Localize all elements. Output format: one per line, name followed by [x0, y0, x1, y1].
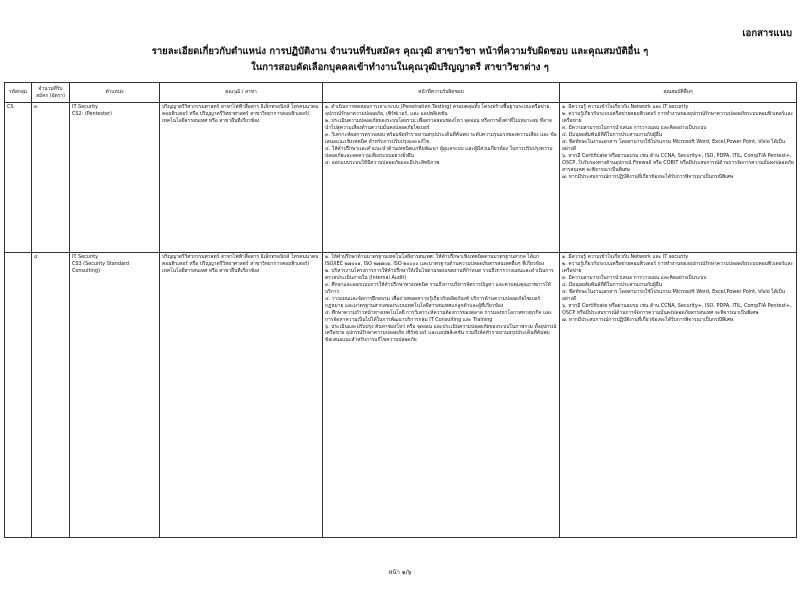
- column-header-other: คุณสมบัติอื่นๆ: [560, 83, 797, 103]
- table-row: [5, 103, 797, 253]
- cell-position: [70, 103, 160, 253]
- other-item: ๓. มีความสามารถในการนำเสนอ การวางแผน และคิดอย่างเป็นระบบ: [562, 124, 707, 131]
- cell-count: ๔: [32, 253, 70, 538]
- column-header-qualification: คุณวุฒิ / สาขา: [160, 83, 323, 103]
- cell-group: [5, 253, 32, 538]
- duty-item: ๕. ออกแบบระบบให้มีความปลอดภัยและมีประสิทธิภาพ: [325, 159, 440, 166]
- position-line: CS2: (Pentester): [72, 110, 112, 117]
- column-header-duties: หน้าที่ความรับผิดชอบ: [323, 83, 560, 103]
- cell-qualification: ปริญญาตรีวิศวกรรมศาสตร์ สาขาไฟฟ้าสื่อสาร อิเล็กทรอนิกส์ โทรคมนาคม คอมพิวเตอร์ หรือ ปริญญาตรีวิทยาศาสตร์ สาขาวิทยาการคอมพิวเตอร์/เทคโนโลยีสารสนเทศ หรือ สาขาอื่นที่เกี่ยวข้อง: [160, 253, 323, 538]
- duty-item: ๓. วิเคราะห์ผลการตรวจสอบ พร้อมจัดทำรายงานสรุปประเด็นที่ค้นพบ ระดับความรุนแรงของความเสี่ยง และ ข้อเสนอแนะเชิงเทคนิค สำหรับการปรับปรุงและแก้ไข: [325, 131, 557, 145]
- other-item: ๑. มีความรู้ ความเข้าใจเกี่ยวกับ Network และ IT security: [562, 104, 689, 110]
- document-title: รายละเอียดเกี่ยวกับตำแหน่ง การปฏิบัติงาน จำนวนที่รับสมัคร คุณวุฒิ สาขาวิชา หน้าที่ความรับผิดชอบ และคุณสมบัติอื่น ๆ: [151, 46, 649, 57]
- duty-item: ๒. บริหารงานโครงการการให้คำปรึกษาให้เป็นไปตามขอบเขตงานที่กำหนด รวมถึงการวางแผนและดำเนินการตรวจประเมินภายใน (Internal Audit): [325, 267, 554, 281]
- other-item: ๓. มีความสามารถในการนำเสนอ การวางแผน และคิดอย่างเป็นระบบ: [562, 274, 707, 281]
- cell-position: [70, 253, 160, 538]
- annex-label: เอกสารแนบ: [742, 28, 792, 39]
- other-item: ๒. ความรู้เกี่ยวกับระบบเครือข่ายคอมพิวเตอร์ การทำงานของอุปกรณ์รักษาความปลอดภัยระบบคอมพิวเตอร์และเครือข่าย: [562, 110, 794, 124]
- other-item: ๒. ความรู้เกี่ยวกับระบบเครือข่ายคอมพิวเตอร์ การทำงานของอุปกรณ์รักษาความปลอดภัยระบบคอมพิวเตอร์และเครือข่าย: [562, 260, 794, 274]
- cell-qualification: ปริญญาตรีวิศวกรรมศาสตร์ สาขาไฟฟ้าสื่อสาร อิเล็กทรอนิกส์ โทรคมนาคม คอมพิวเตอร์ หรือ ปริญญาตรีวิทยาศาสตร์ สาขาวิทยาการคอมพิวเตอร์/เทคโนโลยีสารสนเทศ หรือ สาขาอื่นที่เกี่ยวข้อง: [160, 103, 323, 253]
- positions-table: [4, 82, 797, 538]
- column-header-position: ตำแหน่ง: [70, 83, 160, 103]
- table-row: [5, 253, 797, 538]
- other-item: ๗. หากมีประสบการณ์การปฏิบัติงานที่เกี่ยวข้องจะได้รับการพิจารณาเป็นกรณีพิเศษ: [562, 173, 734, 180]
- cell-other: [560, 103, 797, 253]
- cell-duties: [323, 253, 560, 538]
- other-item: ๕. ขีดทักษะในงานเอกสาร โดยสามารถใช้โปรแกรม Microsoft Word, Excel,Power Point, Visio ได้เป็นอย่างดี: [562, 138, 785, 152]
- duty-item: ๖. ประเมินและปรับปรุง ค้นหาช่องโหว่ หรือ จุดอ่อน และประเมินความปลอดภัยของระบบในภาพรวม ทั้งอุปกรณ์เครือข่าย อุปกรณ์รักษาความปลอดภัย เซิร์ฟเวอร์ และแอปพลิเคชัน รวมถึงจัดทำรายงานสรุปประเด็นที่ค้นพบ ข้อเสนอแนะสำหรับการแก้ไขความปลอดภัย: [325, 323, 557, 344]
- other-item: ๖. หากมี Certificate หรือผ่านอบรม เช่น ด้าน CCNA, Security+, ISO, PDPA, ITIL, CompTIA Pentest+, OSCP, ใบรับรองทางด้านอุปกรณ์ Firewall หรือ COBIT หรือมีประสบการณ์ด้านการจัดการความมั่นคงปลอดภัยสารสนเทศ จะพิจารณาเป็นพิเศษ: [562, 152, 794, 173]
- other-item: ๗. หากมีประสบการณ์การปฏิบัติงานที่เกี่ยวข้องจะได้รับการพิจารณาเป็นกรณีพิเศษ: [562, 316, 734, 323]
- duty-item: ๓. ศึกษาและออกแบบการให้คำปรึกษาทางเทคนิค รวมถึงการบริหารจัดการปัญหา และควบคุมคุณภาพการให้บริการ: [325, 281, 551, 295]
- duty-item: ๔. วางแผนและจัดการฝึกอบรม เพื่อถ่ายทอดความรู้เกี่ยวกับผลิตภัณฑ์ บริการด้านความปลอดภัยไซเบอร์ กฎหมาย และมาตรฐานสากลของระบบเทคโนโลยีสารสนเทศแก่ลูกค้าและผู้ที่เกี่ยวข้อง: [325, 295, 541, 309]
- other-item: ๕. ขีดทักษะในงานเอกสาร โดยสามารถใช้โปรแกรม Microsoft Word, Excel,Power Point, Visio ได้เป็นอย่างดี: [562, 288, 785, 302]
- document-subtitle: ในการสอบคัดเลือกบุคคลเข้าทำงานในคุณวุฒิปริญญาตรี สาขาวิชาต่าง ๆ: [251, 62, 549, 73]
- position-line: IT Security: [72, 254, 99, 260]
- table-header-row: [5, 83, 797, 103]
- column-header-group: รหัสกลุ่ม: [5, 83, 32, 103]
- cell-count: ๓: [32, 103, 70, 253]
- duty-item: ๑. ดำเนินการทดสอบการเจาะระบบ (Penetration Testing) ครอบคลุมทั้ง โครงสร้างพื้นฐานระบบเครือข่าย, อุปกรณ์รักษาความปลอดภัย, เซิร์ฟเวอร์, และ แอปพลิเคชัน: [325, 104, 551, 117]
- cell-duties: [323, 103, 560, 253]
- page-number: หน้า ๑/๖: [388, 569, 412, 576]
- cell-other: [560, 253, 797, 538]
- cell-group: CS: [5, 103, 32, 253]
- other-item: ๔. มีมนุษยสัมพันธ์ที่ดีในการประสานงานกับผู้อื่น: [562, 131, 663, 138]
- position-line: IT Security: [72, 104, 99, 110]
- duty-item: ๒. ประเมินความปลอดภัยของระบบโดยรวม เพื่อตรวจสอบช่องโหว่ จุดอ่อน หรือการตั้งค่าที่ไม่เหมาะสม ที่อาจนำไปสู่ความเสี่ยงด้านความมั่นคงปลอดภัยไซเบอร์: [325, 117, 552, 131]
- duty-item: ๔. ให้คำปรึกษาและคำแนะนำด้านเทคนิคแก่ทีมพัฒนา ผู้ดูแลระบบ และผู้มีส่วนเกี่ยวข้อง ในการปรับปรุงความปลอดภัยและลดความเสี่ยงระบบอย่างยั่งยืน: [325, 145, 553, 159]
- column-header-count: จำนวนที่รับสมัคร (อัตรา): [32, 83, 70, 103]
- other-item: ๔. มีมนุษยสัมพันธ์ที่ดีในการประสานงานกับผู้อื่น: [562, 281, 663, 288]
- duty-item: ๑. ให้คำปรึกษาด้านมาตรฐานเทคโนโลยีสารสนเทศ: ให้คำปรึกษาเชิงเทคนิคตามมาตรฐานสากล ได้แก่ ISO/IEC ๒๗๐๐๑, ISO ๒๗๗๐๑, ISO ๒๐๐๐๐ และมาตรฐานด้านความปลอดภัยสารสนเทศอื่นๆ ที่เกี่ยวข้อง: [325, 254, 545, 267]
- other-item: ๖. หากมี Certificate หรือผ่านอบรม เช่น ด้าน CCNA, Security+, ISO, PDPA, ITIL, CompTIA Pentest+, OSCP หรือมีประสบการณ์ด้านการจัดการความมั่นคงปลอดภัยสารสนเทศ จะพิจารณาเป็นพิเศษ: [562, 302, 792, 316]
- duty-item: ๕. ศึกษาความก้าวหน้าทางเทคโนโลยี การวิเคราะห์ความต้องการของตลาด การมองหาโอกาสทางธุรกิจ และการจัดหาความเป็นไปได้ในการพัฒนาบริการกลุ่ม IT Consulting และ Training: [325, 309, 552, 323]
- position-line: CS3 (Security Standard Consulting): [72, 260, 129, 274]
- other-item: ๑. มีความรู้ ความเข้าใจเกี่ยวกับ Network และ IT security: [562, 254, 689, 260]
